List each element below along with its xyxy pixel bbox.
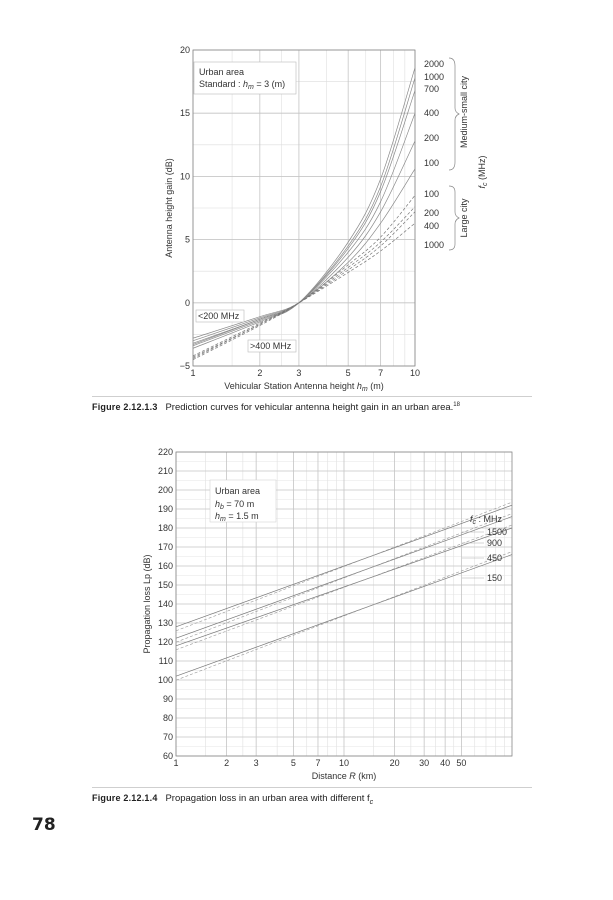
y-tick-label: 80: [162, 713, 173, 723]
low-freq-label: <200 MHz: [198, 311, 240, 321]
y-tick-label: −5: [179, 361, 190, 371]
y-tick-label: 220: [157, 447, 173, 457]
annotation-hm: $h_m = 1.5$ m: [215, 511, 259, 523]
x-tick-label: 20: [389, 758, 400, 768]
figure-caption-2: [92, 793, 373, 806]
figure-label-1: Figure 2.12.1.3: [92, 402, 158, 413]
medium-city-fc-label: 1000: [424, 72, 445, 82]
fc-legend-label: 1500: [487, 527, 508, 537]
x-tick-label: 7: [378, 368, 384, 378]
y-tick-label: 120: [157, 637, 173, 647]
y-tick-label: 130: [157, 618, 173, 628]
medium-city-fc-label: 100: [424, 158, 440, 168]
x-tick-label: 10: [409, 368, 421, 378]
y-tick-label: 100: [157, 675, 173, 685]
annotation-urban: Urban area: [199, 67, 245, 77]
large-city-fc-label: 200: [424, 208, 440, 218]
fc-unit-label: $f_c$ (MHz): [477, 155, 489, 189]
x-tick-label: 3: [253, 758, 259, 768]
fc-legend-label: 450: [487, 553, 503, 563]
medium-city-fc-label: 700: [424, 84, 440, 94]
high-freq-label: >400 MHz: [250, 341, 292, 351]
y-tick-label: 90: [162, 694, 173, 704]
large-city-label: Large city: [459, 198, 469, 238]
x-tick-label: 2: [224, 758, 230, 768]
annotation-urban: Urban area: [215, 486, 261, 496]
x-tick-label: 2: [257, 368, 263, 378]
annotation-hb: $h_b = 70$ m: [215, 499, 255, 511]
medium-city-fc-label: 2000: [424, 59, 445, 69]
x-tick-label: 5: [290, 758, 296, 768]
x-tick-label: 5: [345, 368, 351, 378]
fc-legend-label: 900: [487, 538, 503, 548]
y-tick-label: 70: [162, 732, 173, 742]
medium-city-fc-label: 200: [424, 133, 440, 143]
figure-text-1: Prediction curves for vehicular antenna height gain in an urban area.: [165, 402, 454, 414]
x-tick-label: 40: [440, 758, 451, 768]
x-tick-label: 30: [419, 758, 430, 768]
y-tick-label: 170: [157, 542, 173, 552]
fc-legend-title: $f_c$ : MHz: [470, 514, 503, 526]
medium-city-fc-label: 400: [424, 108, 440, 118]
x-axis-label: Vehicular Station Antenna height $h_m$ (m): [224, 381, 384, 393]
x-tick-label: 7: [315, 758, 321, 768]
figure-label-2: Figure 2.12.1.4: [92, 793, 158, 803]
figure-caption-1: [92, 402, 460, 413]
annotation-standard: Standard : $h_m = 3$ (m): [199, 79, 286, 91]
y-tick-label: 5: [184, 234, 190, 245]
y-axis-label: Propagation loss Lp (dB): [142, 554, 152, 654]
y-tick-label: 20: [179, 45, 190, 55]
y-axis-label: Antenna height gain (dB): [164, 158, 174, 258]
y-tick-label: 140: [157, 599, 173, 609]
y-tick-label: 0: [184, 297, 190, 308]
fc-legend-label: 150: [487, 573, 503, 583]
figure-text-2: Propagation loss in an urban area with different f: [165, 793, 370, 804]
y-tick-label: 210: [157, 466, 173, 476]
y-tick-label: 200: [157, 485, 173, 495]
large-city-fc-label: 400: [424, 221, 440, 231]
large-city-fc-label: 1000: [424, 240, 445, 250]
y-tick-label: 160: [157, 561, 173, 571]
x-tick-label: 1: [190, 368, 196, 378]
medium-city-label: Medium-small city: [459, 75, 469, 149]
page-number: 78: [32, 815, 56, 835]
x-tick-label: 50: [456, 758, 467, 768]
y-tick-label: 60: [162, 751, 173, 761]
x-axis-label: Distance R (km): [311, 771, 377, 781]
y-tick-label: 15: [179, 108, 190, 119]
y-tick-label: 110: [158, 656, 173, 666]
x-tick-label: 1: [173, 758, 179, 768]
y-tick-label: 180: [157, 523, 173, 533]
caption-rule-2: [92, 787, 532, 788]
x-tick-label: 10: [338, 758, 350, 768]
figure-ref-1: 18: [453, 402, 460, 408]
figure-sub-2: c: [369, 798, 374, 806]
y-tick-label: 150: [157, 580, 173, 590]
y-tick-label: 10: [179, 171, 190, 182]
x-tick-label: 3: [296, 368, 302, 378]
caption-rule-1: [92, 396, 532, 397]
large-city-fc-label: 100: [424, 189, 440, 199]
y-tick-label: 190: [157, 504, 173, 514]
